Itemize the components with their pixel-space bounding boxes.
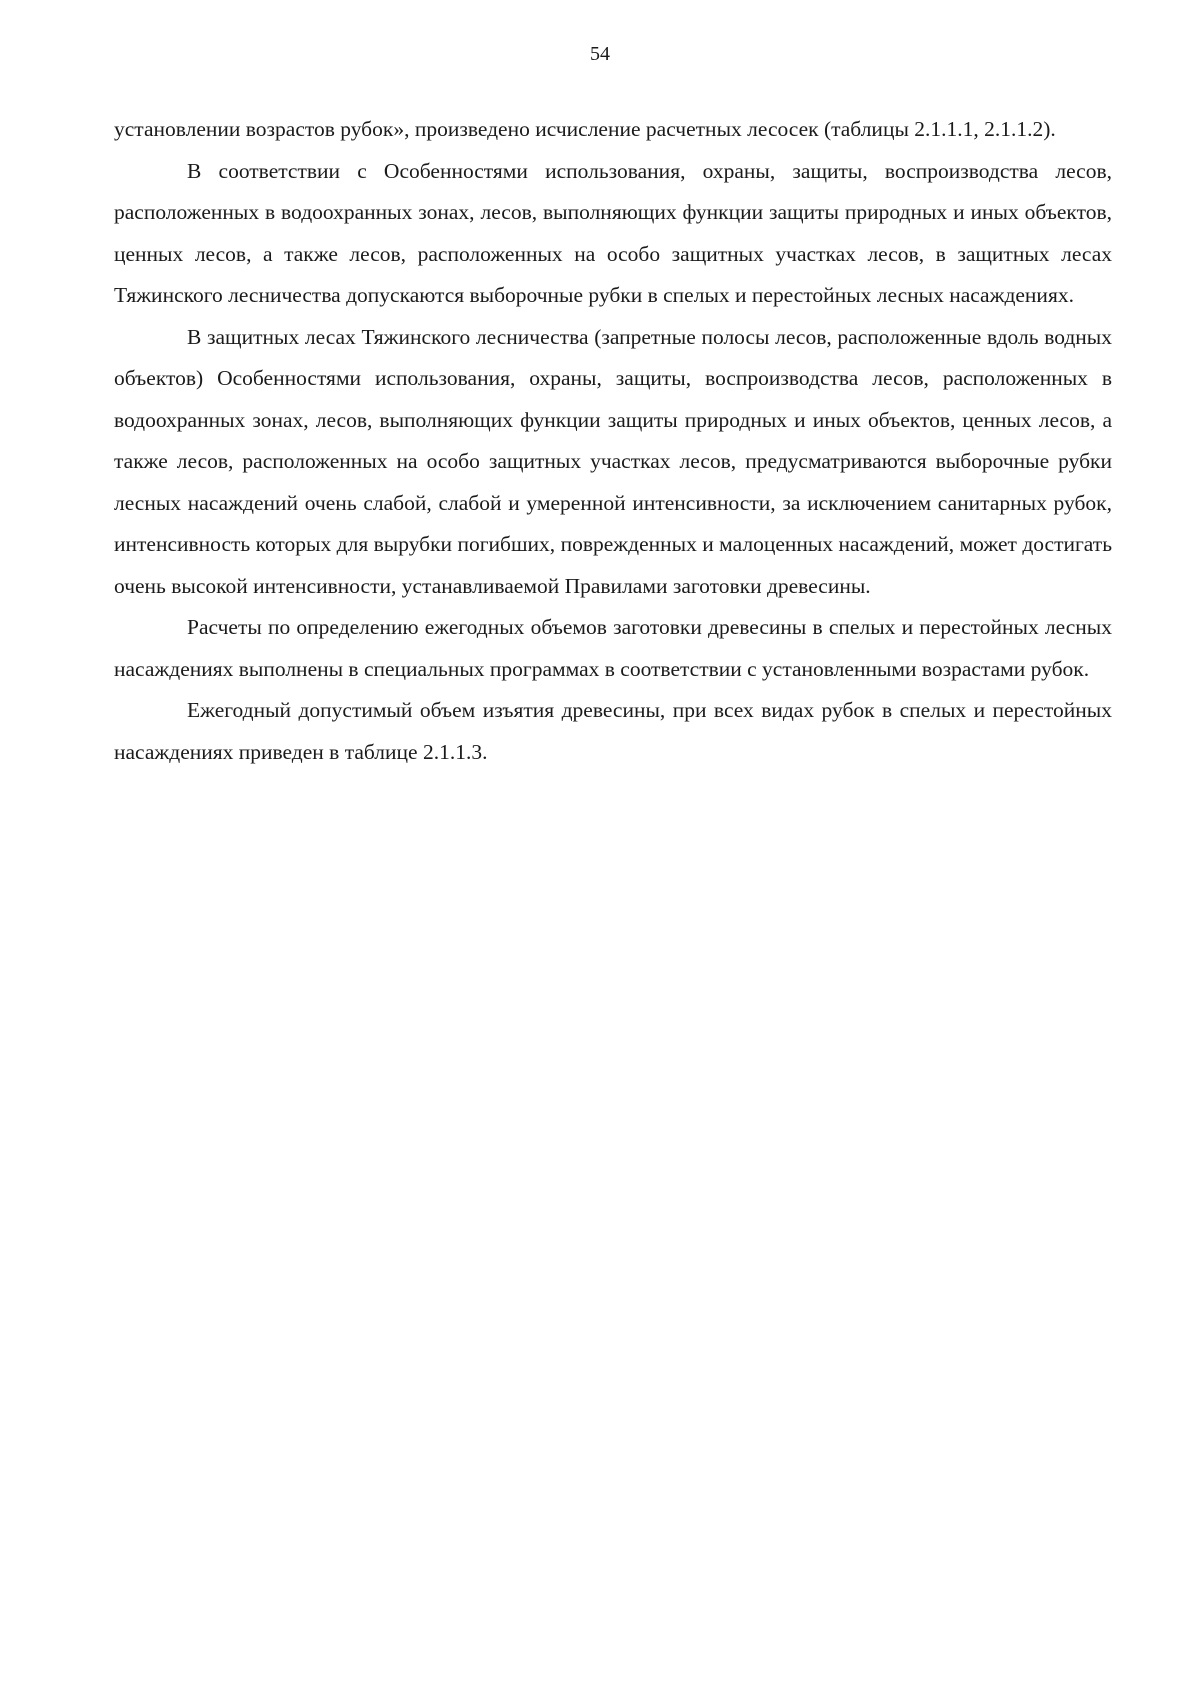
paragraph-features-selective-logging: В соответствии с Особенностями использования, охраны, защиты, воспроизводства лесов, расположенных в водоохранных зонах, лесов, выполняющих функции защиты природных и иных объектов, ценных лесов, а также лесов, расположенных на особо защитных участках лесов, в защитных лесах Тяжинского лесничества допускаются выборочные рубки в спелых и перестойных лесных насаждениях. bbox=[114, 158, 1112, 307]
paragraph-calculations: Расчеты по определению ежегодных объемов заготовки древесины в спелых и перестойных лесных насаждениях выполнены в специальных программах в соответствии с установленными возрастами рубок. bbox=[114, 615, 1112, 681]
body-text bbox=[114, 109, 1112, 773]
paragraph-annual-volume: Ежегодный допустимый объем изъятия древесины, при всех видах рубок в спелых и перестойных насаждениях приведен в таблице 2.1.1.3. bbox=[114, 698, 1112, 764]
page-number: 54 bbox=[590, 43, 610, 65]
paragraph-continuation: установлении возрастов рубок», произведено исчисление расчетных лесосек (таблицы 2.1.1.1, 2.1.1.2). bbox=[114, 117, 1056, 141]
paragraph-protective-forests: В защитных лесах Тяжинского лесничества (запретные полосы лесов, расположенные вдоль водных объектов) Особенностями использования, охраны, защиты, воспроизводства лесов, расположенных в водоохранных зонах, лесов, выполняющих функции защиты природных и иных объектов, ценных лесов, а также лесов, расположенных на особо защитных участках лесов, предусматриваются выборочные рубки лесных насаждений очень слабой, слабой и умеренной интенсивности, за исключением санитарных рубок, интенсивность которых для вырубки погибших, поврежденных и малоценных насаждений, может достигать очень высокой интенсивности, устанавливаемой Правилами заготовки древесины. bbox=[114, 324, 1112, 598]
